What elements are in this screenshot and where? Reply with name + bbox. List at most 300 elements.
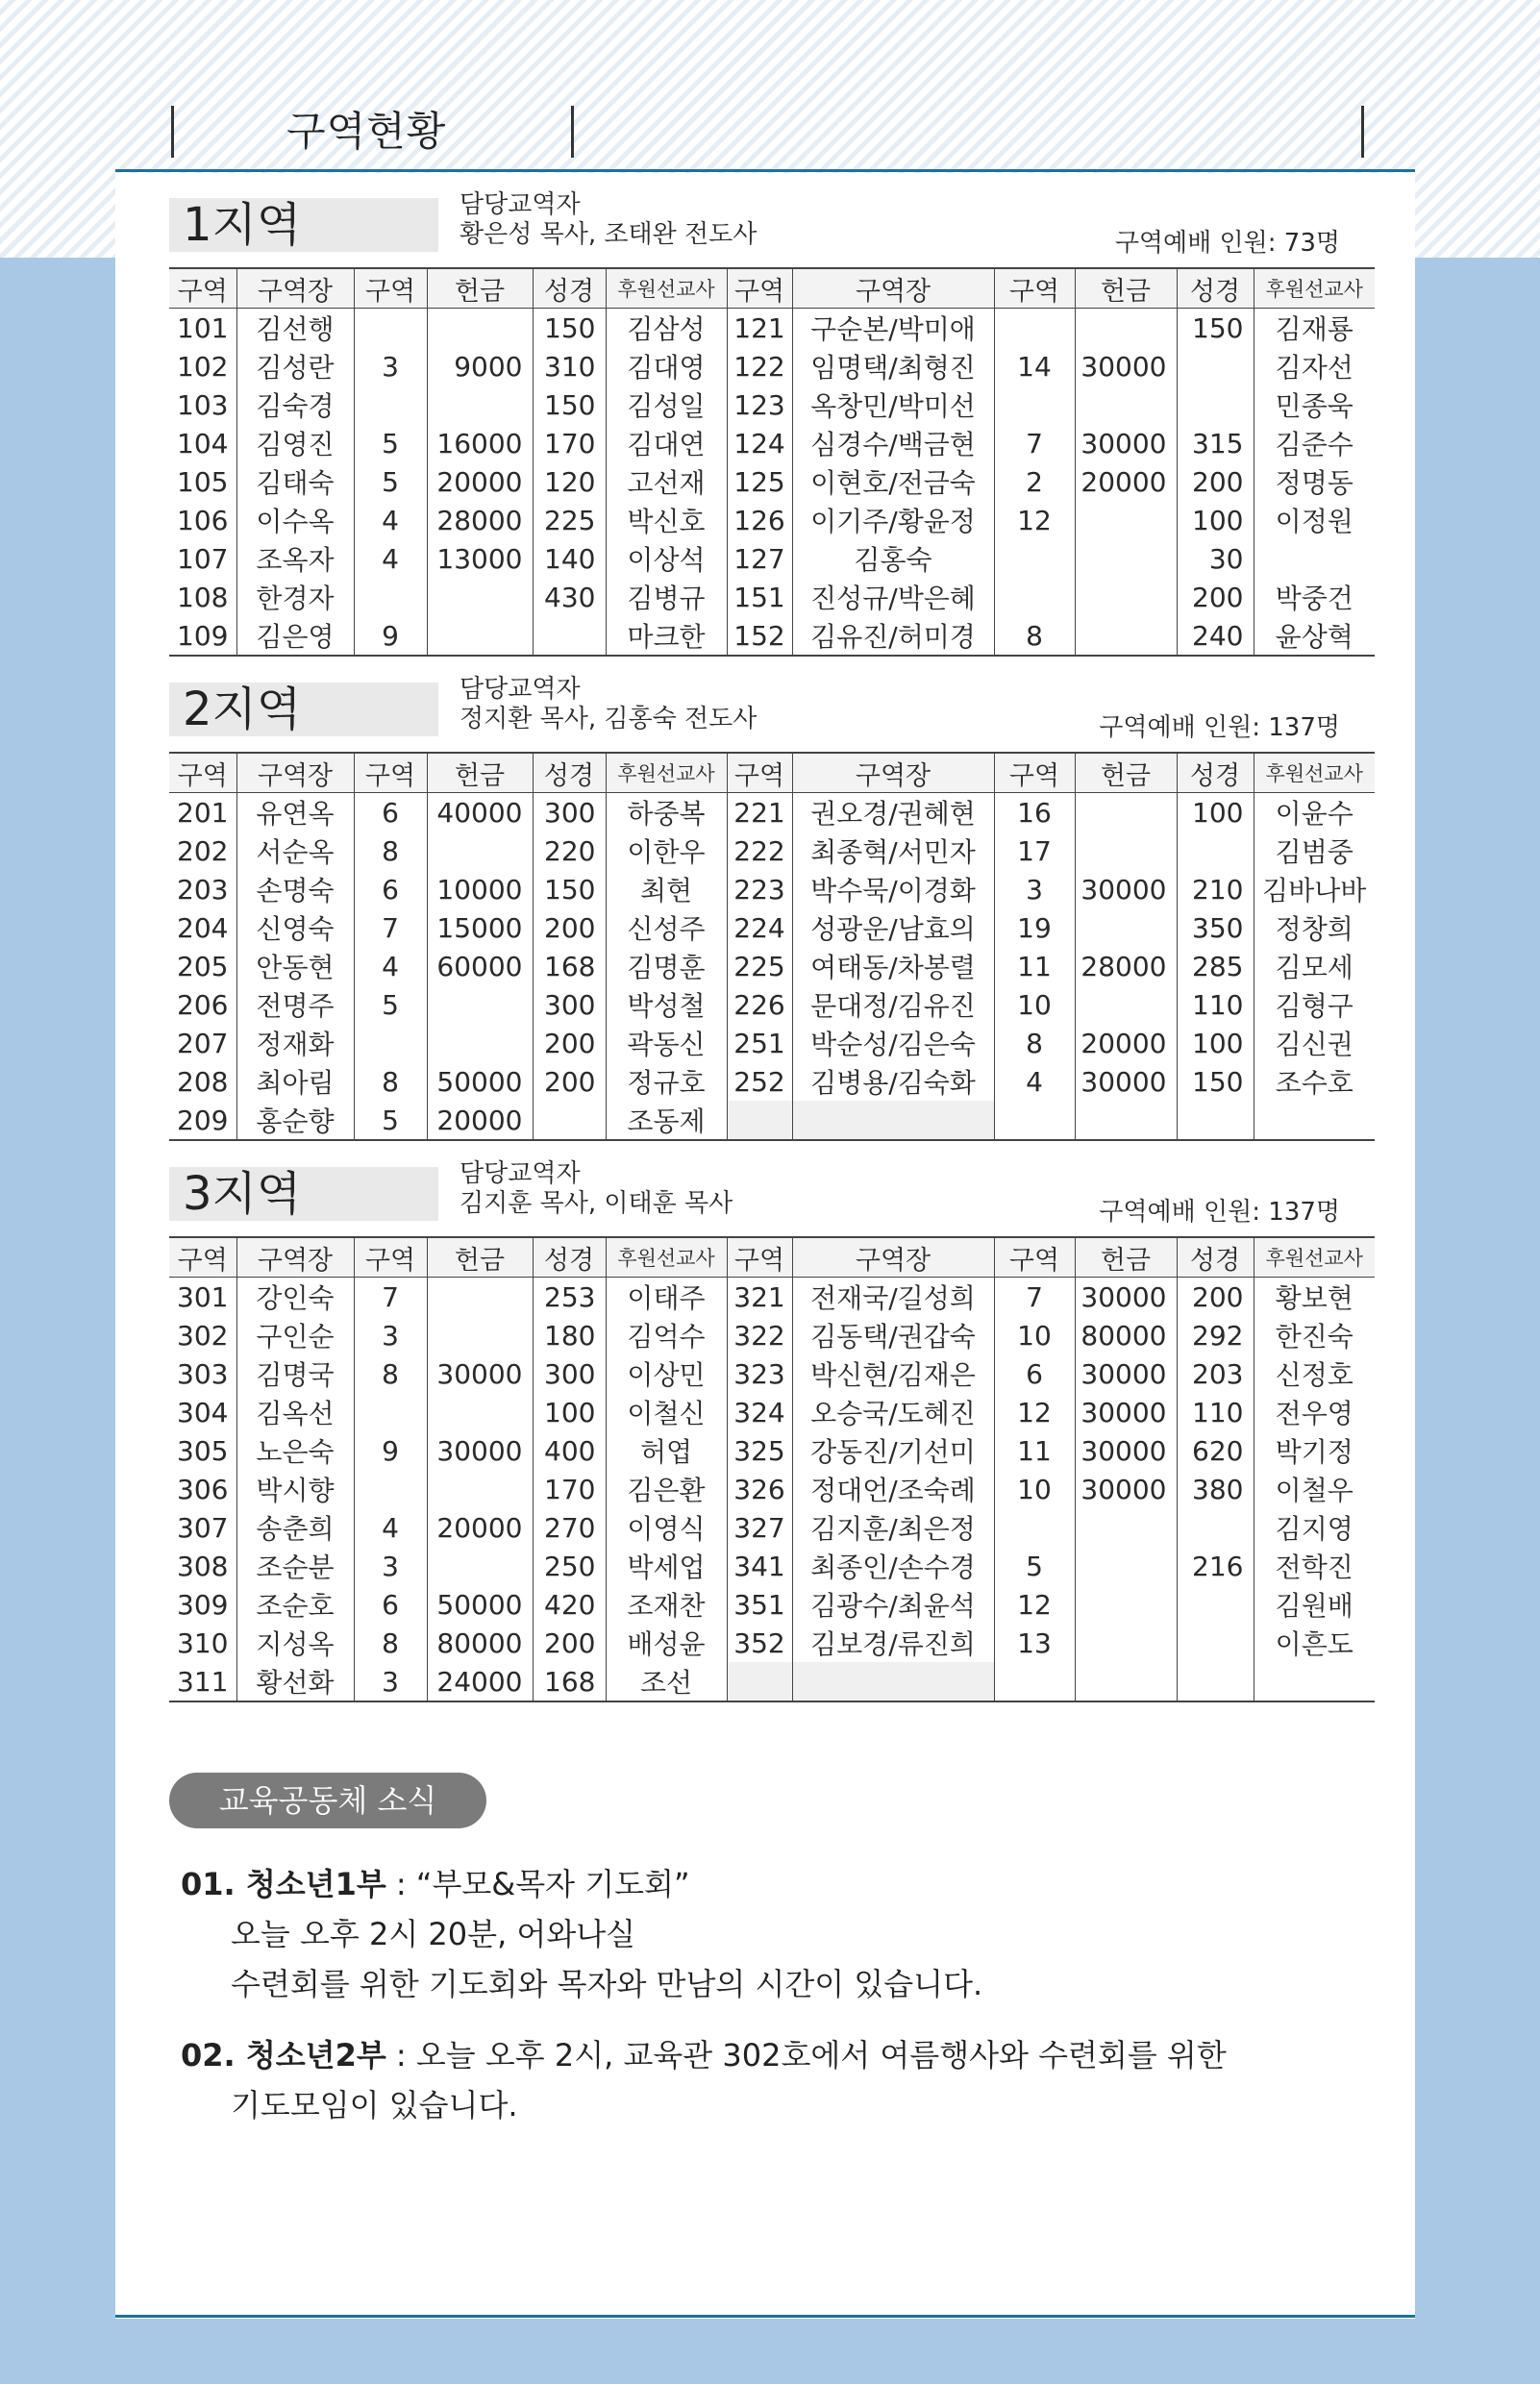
pastor-label: 담당교역자: [460, 190, 581, 219]
table-cell: 15000: [427, 908, 533, 947]
table-cell: 조선: [606, 1662, 727, 1701]
column-header: 헌금: [427, 1237, 533, 1278]
table-cell: 11: [994, 947, 1075, 985]
district-table: [169, 752, 1375, 1141]
education-item-text: : “부모&목자 기도회”: [385, 1866, 690, 1902]
table-cell: 배성윤: [606, 1624, 727, 1662]
table-cell: 김원배: [1254, 1585, 1375, 1624]
table-row: [169, 462, 1375, 501]
table-cell: [427, 1278, 533, 1317]
column-header: 구역: [994, 1237, 1075, 1278]
table-cell: 최종혁/서민자: [792, 832, 994, 870]
table-cell: 3: [354, 1662, 427, 1701]
education-item-2: [181, 2030, 1227, 2130]
column-header: 후원선교사: [606, 1237, 727, 1278]
table-cell: 350: [1177, 908, 1254, 947]
table-cell: 김삼성: [606, 309, 727, 348]
table-cell: 김지영: [1254, 1508, 1375, 1547]
table-cell: 221: [727, 793, 792, 832]
table-cell: 308: [177, 1550, 229, 1582]
table-cell: 170: [533, 1470, 606, 1508]
table-cell: 325: [727, 1431, 792, 1470]
table-cell: 윤상혁: [1254, 616, 1375, 656]
table-cell: 110: [1177, 1393, 1254, 1431]
table-cell: 박세업: [606, 1547, 727, 1585]
table-cell: 120: [533, 462, 606, 501]
table-cell: 216: [1177, 1547, 1254, 1585]
table-cell: 203: [177, 873, 229, 906]
table-row: [169, 309, 1375, 348]
table-cell: 80000: [1075, 1316, 1177, 1354]
table-cell: 127: [727, 539, 792, 578]
table-cell: 100: [533, 1393, 606, 1431]
table-cell: [427, 578, 533, 616]
table-cell: [1075, 832, 1177, 870]
table-cell: 한진숙: [1254, 1316, 1375, 1354]
table-cell: 이윤수: [1254, 793, 1375, 832]
table-cell: 311: [169, 1662, 236, 1701]
table-cell: 20000: [1075, 1024, 1177, 1062]
table-cell: 이한우: [606, 832, 727, 870]
column-header: 후원선교사: [1254, 1237, 1375, 1278]
table-cell: 오승국/도혜진: [792, 1393, 994, 1431]
column-header: 구역: [169, 753, 236, 793]
table-cell: 8: [354, 832, 427, 870]
table-cell: 30000: [1075, 347, 1177, 385]
header-divider: [115, 169, 1415, 172]
table-cell: 박순성/김은숙: [792, 1024, 994, 1062]
table-cell: 250: [533, 1547, 606, 1585]
table-cell: [1075, 539, 1177, 578]
column-header: 구역: [727, 1237, 792, 1278]
table-cell: 200: [533, 1062, 606, 1101]
table-cell: 341: [727, 1547, 792, 1585]
table-cell: 신정호: [1254, 1354, 1375, 1393]
table-cell: 박시향: [236, 1470, 354, 1508]
table-cell: [1177, 385, 1254, 424]
table-cell: 4: [354, 539, 427, 578]
table-cell: 5: [994, 1547, 1075, 1585]
table-cell: 300: [533, 1354, 606, 1393]
header-end-bar: [1361, 106, 1364, 158]
attendance-count: 구역예배 인원: 137명: [1099, 713, 1340, 742]
table-cell: 105: [177, 465, 229, 498]
table-cell: 40000: [427, 793, 533, 832]
table-cell: 310: [533, 347, 606, 385]
table-cell: 여태동/차봉렬: [792, 947, 994, 985]
table-cell: 150: [1177, 1062, 1254, 1101]
table-row: [169, 616, 1375, 656]
table-cell: 12: [994, 501, 1075, 539]
table-cell: [1254, 1662, 1375, 1701]
table-cell: [1075, 908, 1177, 947]
table-row: [169, 1062, 1375, 1101]
district-table: [169, 267, 1375, 657]
table-cell: [533, 1101, 606, 1140]
table-cell: 김자선: [1254, 347, 1375, 385]
table-cell: 8: [354, 1062, 427, 1101]
table-cell: 430: [533, 578, 606, 616]
table-cell: 김광수/최윤석: [792, 1585, 994, 1624]
table-cell: 103: [177, 388, 229, 421]
table-cell: 292: [1177, 1316, 1254, 1354]
table-cell: 7: [354, 1278, 427, 1317]
table-cell: 16000: [427, 424, 533, 462]
table-row: [169, 1278, 1375, 1317]
education-item-line: 기도모임이 있습니다.: [231, 2087, 518, 2123]
table-cell: [427, 309, 533, 348]
table-cell: 김동택/권갑숙: [792, 1316, 994, 1354]
table-cell: 손명숙: [236, 870, 354, 908]
table-cell: 이기주/황윤정: [792, 501, 994, 539]
table-cell: [994, 385, 1075, 424]
table-cell: [1075, 309, 1177, 348]
table-cell: [994, 578, 1075, 616]
table-cell: 이흔도: [1254, 1624, 1375, 1662]
table-row: [169, 947, 1375, 985]
table-cell: 253: [533, 1278, 606, 1317]
table-cell: 303: [177, 1357, 229, 1390]
table-cell: [1075, 1547, 1177, 1585]
table-cell: 심경수/백금현: [792, 424, 994, 462]
attendance-count: 구역예배 인원: 137명: [1099, 1198, 1340, 1227]
table-row: [169, 424, 1375, 462]
table-row: [169, 985, 1375, 1024]
table-cell: 4: [354, 1508, 427, 1547]
table-cell: 30000: [1075, 1062, 1177, 1101]
table-cell: 김은환: [606, 1470, 727, 1508]
table-cell: 김신권: [1254, 1024, 1375, 1062]
table-cell: [1075, 1662, 1177, 1701]
table-cell: 150: [533, 870, 606, 908]
table-cell: 126: [727, 501, 792, 539]
table-cell: 최종인/손수경: [792, 1547, 994, 1585]
table-cell: 민종욱: [1254, 385, 1375, 424]
table-cell: 이상석: [606, 539, 727, 578]
table-cell: 6: [354, 793, 427, 832]
table-cell: 김병규: [606, 578, 727, 616]
table-cell: 이상민: [606, 1354, 727, 1393]
table-cell: 252: [727, 1062, 792, 1101]
table-cell: 이영식: [606, 1508, 727, 1547]
table-cell: [427, 1470, 533, 1508]
table-cell: [1177, 832, 1254, 870]
table-cell: [1177, 1662, 1254, 1701]
table-cell: 8: [354, 1624, 427, 1662]
column-header: 구역: [994, 753, 1075, 793]
table-row: [169, 832, 1375, 870]
table-cell: 김지훈/최은정: [792, 1508, 994, 1547]
table-cell: 이철신: [606, 1393, 727, 1431]
column-header: 구역: [727, 753, 792, 793]
column-header: 성경: [533, 1237, 606, 1278]
table-cell: 김재룡: [1254, 309, 1375, 348]
table-header-row: [169, 268, 1375, 309]
table-cell: 208: [177, 1065, 229, 1098]
table-cell: 30000: [427, 1431, 533, 1470]
table-cell: [354, 1393, 427, 1431]
column-header: 구역장: [792, 268, 994, 309]
table-cell: 김선행: [236, 309, 354, 348]
table-row: [169, 501, 1375, 539]
table-cell: 205: [177, 950, 229, 982]
table-cell: [1177, 1101, 1254, 1140]
table-cell: 140: [533, 539, 606, 578]
table-cell: [994, 1508, 1075, 1547]
table-cell: 안동현: [236, 947, 354, 985]
table-cell: 6: [354, 1585, 427, 1624]
table-cell: 11: [994, 1431, 1075, 1470]
table-cell: 327: [727, 1508, 792, 1547]
table-cell: 20000: [427, 1508, 533, 1547]
table-cell: [1075, 616, 1177, 656]
table-cell: 9: [354, 616, 427, 656]
table-cell: [1075, 1585, 1177, 1624]
table-cell: 285: [1177, 947, 1254, 985]
table-cell: 110: [1177, 985, 1254, 1024]
table-cell: 5: [354, 462, 427, 501]
table-cell: [1075, 385, 1177, 424]
table-cell: 200: [533, 1024, 606, 1062]
table-cell: 김유진/허미경: [792, 616, 994, 656]
table-cell: 223: [727, 870, 792, 908]
table-cell: [727, 1662, 792, 1701]
table-cell: 102: [177, 350, 229, 383]
pastor-names: 황은성 목사, 조태완 전도사: [460, 220, 758, 249]
table-cell: 조동제: [606, 1101, 727, 1140]
table-cell: 김홍숙: [792, 539, 994, 578]
table-cell: [1177, 1624, 1254, 1662]
column-header: 구역: [169, 1237, 236, 1278]
table-cell: 309: [177, 1588, 229, 1621]
table-cell: 240: [1177, 616, 1254, 656]
table-cell: 송춘희: [236, 1508, 354, 1547]
table-cell: [1075, 1508, 1177, 1547]
table-cell: 김태숙: [236, 462, 354, 501]
table-cell: [792, 1101, 994, 1140]
table-cell: 306: [177, 1473, 229, 1505]
table-cell: 10: [994, 1316, 1075, 1354]
table-cell: 351: [727, 1585, 792, 1624]
table-cell: 224: [727, 908, 792, 947]
table-cell: 168: [533, 1662, 606, 1701]
table-cell: 30: [1177, 539, 1254, 578]
table-row: [169, 1316, 1375, 1354]
table-cell: 정규호: [606, 1062, 727, 1101]
region-name: 3지역: [169, 1167, 438, 1221]
table-cell: 270: [533, 1508, 606, 1547]
table-cell: 김은영: [236, 616, 354, 656]
table-cell: 152: [727, 616, 792, 656]
table-cell: [1177, 1585, 1254, 1624]
table-cell: 전명주: [236, 985, 354, 1024]
table-cell: 전우영: [1254, 1393, 1375, 1431]
table-cell: 16: [994, 793, 1075, 832]
table-cell: 80000: [427, 1624, 533, 1662]
table-cell: [354, 578, 427, 616]
footer-divider: [115, 2315, 1415, 2318]
table-cell: 20000: [427, 462, 533, 501]
table-cell: 10000: [427, 870, 533, 908]
table-cell: 7: [354, 908, 427, 947]
table-cell: 신성주: [606, 908, 727, 947]
table-cell: 정재화: [236, 1024, 354, 1062]
table-cell: 마크한: [606, 616, 727, 656]
table-cell: 100: [1177, 1024, 1254, 1062]
table-cell: 조수호: [1254, 1062, 1375, 1101]
table-row: [169, 870, 1375, 908]
table-cell: [1075, 793, 1177, 832]
table-cell: 지성옥: [236, 1624, 354, 1662]
table-cell: 김대연: [606, 424, 727, 462]
pastor-names: 정지환 목사, 김홍숙 전도사: [460, 705, 758, 733]
table-cell: 3: [354, 1316, 427, 1354]
table-cell: [354, 1024, 427, 1062]
education-news-badge: 교육공동체 소식: [169, 1773, 486, 1828]
table-cell: [1075, 578, 1177, 616]
table-cell: [354, 1470, 427, 1508]
table-cell: 60000: [427, 947, 533, 985]
column-header: 헌금: [1075, 753, 1177, 793]
table-cell: 곽동신: [606, 1024, 727, 1062]
table-cell: 202: [177, 834, 229, 867]
table-cell: 문대정/김유진: [792, 985, 994, 1024]
table-cell: 4: [354, 947, 427, 985]
table-cell: [1075, 1101, 1177, 1140]
table-cell: 2: [994, 462, 1075, 501]
column-header: 구역: [354, 1237, 427, 1278]
table-cell: 홍순향: [236, 1101, 354, 1140]
table-cell: 225: [727, 947, 792, 985]
table-row: [169, 1393, 1375, 1431]
region-name: 2지역: [169, 683, 438, 736]
table-cell: 김억수: [606, 1316, 727, 1354]
table-cell: [1075, 1624, 1177, 1662]
table-cell: 김보경/류진희: [792, 1624, 994, 1662]
table-cell: 최아림: [236, 1062, 354, 1101]
table-row: [169, 578, 1375, 616]
table-cell: 30000: [427, 1354, 533, 1393]
table-cell: 임명택/최형진: [792, 347, 994, 385]
table-cell: 207: [177, 1027, 229, 1059]
table-cell: [427, 832, 533, 870]
table-cell: 5: [354, 985, 427, 1024]
table-cell: [1254, 1101, 1375, 1140]
table-cell: 28000: [427, 501, 533, 539]
table-cell: 신영숙: [236, 908, 354, 947]
table-cell: 168: [533, 947, 606, 985]
column-header: 구역: [354, 753, 427, 793]
table-row: [169, 539, 1375, 578]
column-header: 헌금: [1075, 1237, 1177, 1278]
table-cell: 한경자: [236, 578, 354, 616]
table-cell: 304: [177, 1396, 229, 1428]
table-header-row: [169, 753, 1375, 793]
table-cell: 김성란: [236, 347, 354, 385]
table-cell: 9: [354, 1431, 427, 1470]
table-cell: 324: [727, 1393, 792, 1431]
table-cell: 30000: [1075, 424, 1177, 462]
table-cell: 3: [994, 870, 1075, 908]
table-cell: 12: [994, 1393, 1075, 1431]
table-cell: 서순옥: [236, 832, 354, 870]
column-header: 구역: [727, 268, 792, 309]
table-cell: 권오경/권혜현: [792, 793, 994, 832]
table-cell: 김준수: [1254, 424, 1375, 462]
table-cell: 620: [1177, 1431, 1254, 1470]
table-cell: 420: [533, 1585, 606, 1624]
table-row: [169, 1431, 1375, 1470]
table-cell: 209: [169, 1101, 236, 1140]
column-header: 후원선교사: [1254, 753, 1375, 793]
education-item-label: 01. 청소년1부: [181, 1866, 386, 1902]
table-cell: 203: [1177, 1354, 1254, 1393]
table-cell: 7: [994, 1278, 1075, 1317]
table-cell: 이철우: [1254, 1470, 1375, 1508]
table-row: [169, 1662, 1375, 1701]
table-cell: [1075, 501, 1177, 539]
table-row: [169, 908, 1375, 947]
table-cell: 김범중: [1254, 832, 1375, 870]
table-cell: [427, 1393, 533, 1431]
table-cell: 30000: [1075, 1278, 1177, 1317]
column-header: 구역장: [236, 1237, 354, 1278]
table-row: [169, 385, 1375, 424]
table-cell: 225: [533, 501, 606, 539]
table-cell: 허엽: [606, 1431, 727, 1470]
table-cell: 이현호/전금숙: [792, 462, 994, 501]
table-cell: [427, 616, 533, 656]
column-header: 성경: [533, 268, 606, 309]
table-row: [169, 1101, 1375, 1140]
table-cell: 6: [994, 1354, 1075, 1393]
table-cell: 300: [533, 793, 606, 832]
table-cell: 9000: [427, 347, 533, 385]
table-cell: [427, 1024, 533, 1062]
table-cell: [354, 309, 427, 348]
table-cell: 김형구: [1254, 985, 1375, 1024]
table-cell: 251: [727, 1024, 792, 1062]
table-cell: 14: [994, 347, 1075, 385]
table-cell: 13: [994, 1624, 1075, 1662]
pastor-label: 담당교역자: [460, 675, 581, 704]
table-cell: 30000: [1075, 870, 1177, 908]
title-left-bar: [171, 106, 174, 158]
table-cell: [1254, 539, 1375, 578]
column-header: 구역장: [792, 753, 994, 793]
table-cell: 정창희: [1254, 908, 1375, 947]
column-header: 구역장: [236, 268, 354, 309]
table-cell: [994, 1662, 1075, 1701]
column-header: 성경: [1177, 753, 1254, 793]
table-cell: 전학진: [1254, 1547, 1375, 1585]
table-cell: 322: [727, 1316, 792, 1354]
table-cell: 정명동: [1254, 462, 1375, 501]
table-cell: 박신현/김재은: [792, 1354, 994, 1393]
table-cell: 강동진/기선미: [792, 1431, 994, 1470]
table-cell: 10: [994, 985, 1075, 1024]
table-cell: 310: [177, 1627, 229, 1659]
table-cell: [427, 985, 533, 1024]
table-cell: [1177, 347, 1254, 385]
page-title: 구역현황: [286, 108, 447, 155]
table-cell: 122: [727, 347, 792, 385]
column-header: 헌금: [427, 753, 533, 793]
table-cell: 10: [994, 1470, 1075, 1508]
table-cell: 김바나바: [1254, 870, 1375, 908]
table-cell: [1177, 1508, 1254, 1547]
table-cell: 이태주: [606, 1278, 727, 1317]
